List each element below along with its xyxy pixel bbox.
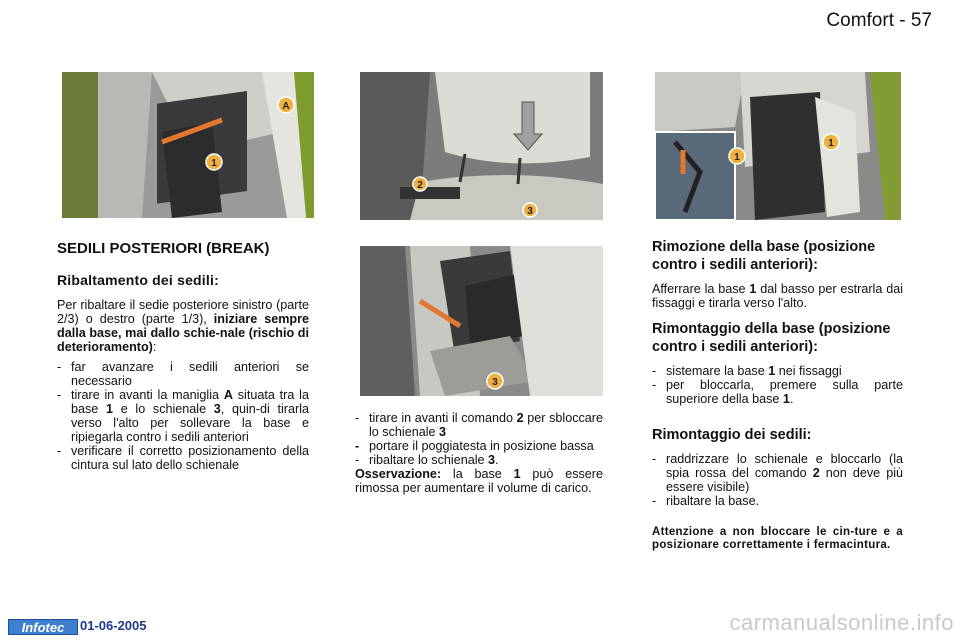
refit-steps bbox=[652, 364, 903, 406]
list-item: - raddrizzare lo schienale e bloccarlo (la spia rossa del comando 2 non deve più essere visibile) bbox=[652, 452, 904, 494]
section-title: SEDILI POSTERIORI (BREAK) bbox=[57, 240, 270, 257]
right-column bbox=[652, 238, 903, 564]
footer-date: 01-06-2005 bbox=[80, 618, 147, 633]
list-item: - ribaltare lo schienale 3. bbox=[355, 453, 499, 467]
headrest-photo bbox=[360, 72, 603, 220]
watermark: carmanualsonline.info bbox=[729, 610, 954, 635]
page-title: Comfort - 57 bbox=[826, 10, 932, 31]
note-paragraph: Osservazione: la base 1 può essere rimossa per aumentare il volume di carico. bbox=[355, 467, 604, 495]
refit-title: Rimontaggio della base (posizione contro i sedili anteriori): bbox=[652, 321, 891, 355]
list-item: - per bloccarla, premere sulla parte superiore della base 1. bbox=[652, 378, 903, 406]
warning-note: Attenzione a non bloccare le cin-ture e a posizionare correttamente i fermacintura. bbox=[652, 526, 903, 551]
intro-paragraph: Per ribaltare il sedie posteriore sinistro (parte 2/3) o destro (parte 1/3), iniziare sempre dalla base, mai dallo schie-nale (rischio di deterioramento): bbox=[57, 298, 309, 354]
seat-fold-photo bbox=[62, 72, 314, 218]
seats-refit-steps bbox=[652, 452, 903, 508]
label-2: 2 bbox=[417, 180, 423, 191]
list-item: - tirare in avanti la maniglia A situata tra la base 1 e lo schienale 3, quin-di tirarla verso l'alto per sollevare la base e ripiegarla contro i sedili anteriori bbox=[57, 388, 309, 444]
label-1-inset: 1 bbox=[734, 152, 740, 163]
removal-title: Rimozione della base (posizione contro i sedili anteriori): bbox=[652, 239, 876, 273]
list-item: - far avanzare i sedili anteriori se necessario bbox=[57, 360, 309, 388]
list-item: - tirare in avanti il comando 2 per sbloccare lo schienale 3 bbox=[355, 411, 603, 439]
subtitle-folding: Ribaltamento dei sedili: bbox=[57, 272, 219, 288]
label-1: 1 bbox=[211, 158, 217, 169]
label-1-main: 1 bbox=[828, 138, 834, 149]
folding-steps bbox=[57, 360, 309, 472]
base-removal-photo bbox=[655, 72, 901, 220]
list-item: - portare il poggiatesta in posizione bassa bbox=[355, 439, 594, 453]
list-item: - ribaltare la base. bbox=[652, 494, 760, 508]
label-3b: 3 bbox=[492, 377, 498, 388]
headrest-steps bbox=[355, 411, 603, 467]
infotec-logo: Infotec bbox=[8, 619, 78, 635]
middle-column bbox=[355, 411, 603, 495]
seat-down-photo bbox=[360, 246, 603, 396]
list-item: - verificare il corretto posizionamento della cintura sul lato dello schienale bbox=[57, 444, 309, 472]
seats-refit-title: Rimontaggio dei sedili: bbox=[652, 427, 812, 443]
left-column bbox=[57, 240, 309, 472]
label-a: A bbox=[282, 101, 290, 112]
label-3: 3 bbox=[527, 206, 533, 217]
removal-paragraph: Afferrare la base 1 dal basso per estrarla dai fissaggi e tirarla verso l'alto. bbox=[652, 282, 903, 310]
list-item: - sistemare la base 1 nei fissaggi bbox=[652, 364, 842, 378]
